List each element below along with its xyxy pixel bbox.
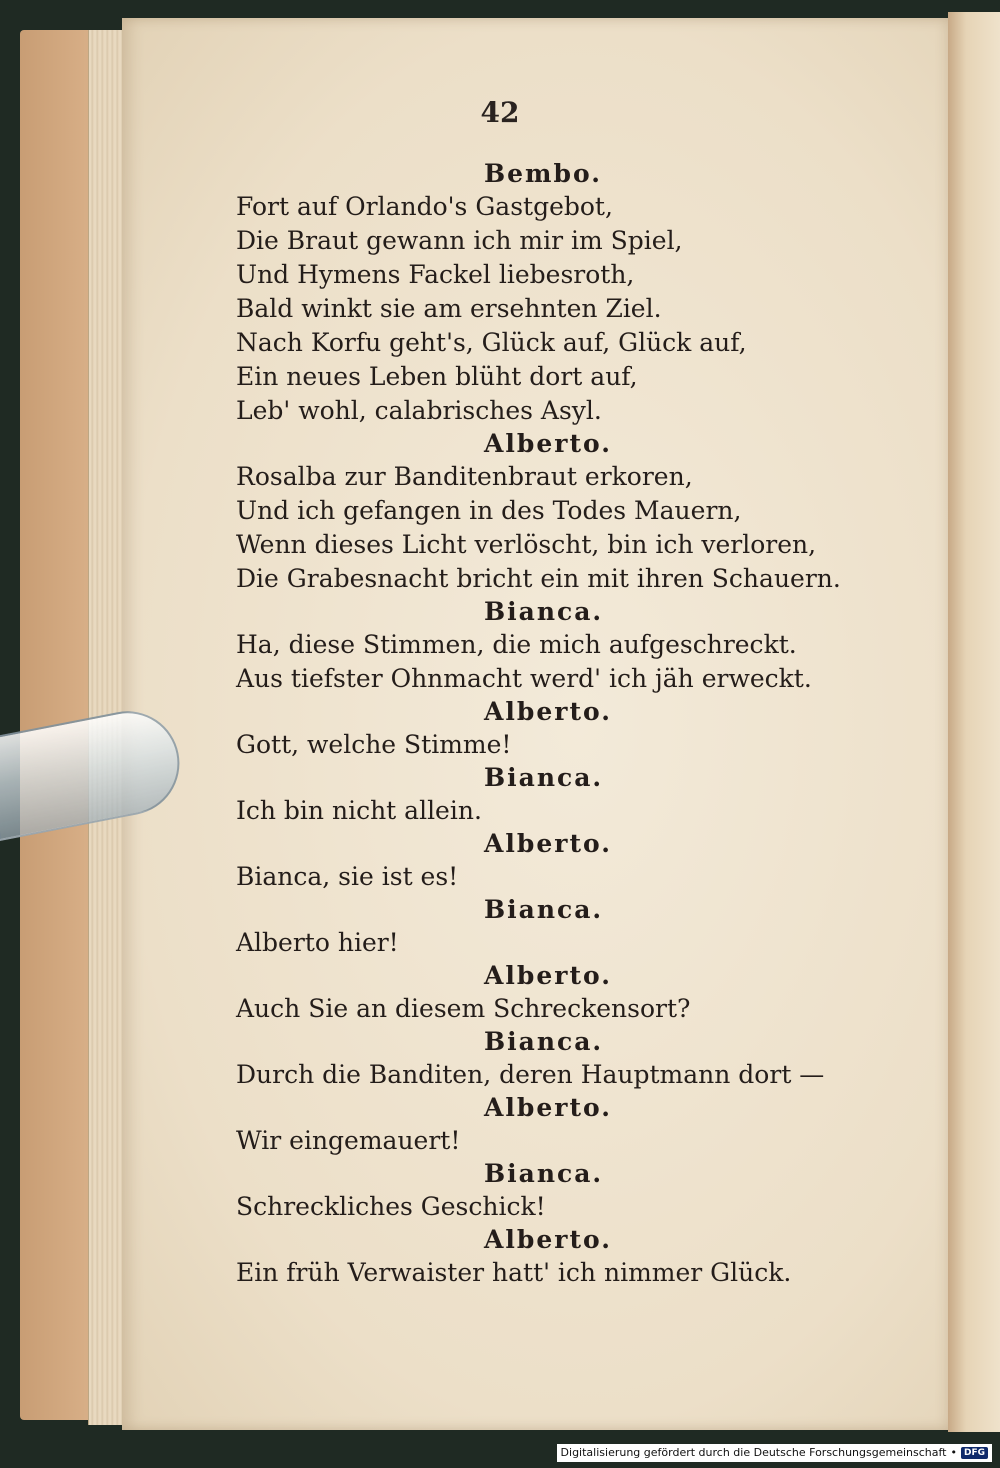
book-gutter — [948, 12, 1000, 1432]
verse-line: Ein neues Leben blüht dort auf, — [236, 362, 638, 391]
verse-line: Wir eingemauert! — [236, 1126, 461, 1155]
speaker-name: Alberto. — [484, 829, 612, 858]
footer-credit: Digitalisierung gefördert durch die Deutsche Forschungsgemeinschaft — [560, 1446, 947, 1459]
libretto-text — [236, 160, 846, 1292]
speaker-name: Bembo. — [484, 159, 602, 188]
speaker-name: Alberto. — [484, 1225, 612, 1254]
verse-line: Ha, diese Stimmen, die mich aufgeschreckt. — [236, 630, 797, 659]
verse-line: Schreckliches Geschick! — [236, 1192, 546, 1221]
speaker-name: Alberto. — [484, 961, 612, 990]
verse-line: Leb' wohl, calabrisches Asyl. — [236, 396, 602, 425]
speaker-name: Bianca. — [484, 1159, 604, 1188]
speaker-name: Alberto. — [484, 429, 612, 458]
speaker-name: Alberto. — [484, 697, 612, 726]
speaker-name: Alberto. — [484, 1093, 612, 1122]
speaker-name: Bianca. — [484, 597, 604, 626]
verse-line: Ich bin nicht allein. — [236, 796, 482, 825]
verse-line: Gott, welche Stimme! — [236, 730, 512, 759]
verse-line: Alberto hier! — [236, 928, 399, 957]
verse-line: Ein früh Verwaister hatt' ich nimmer Glück. — [236, 1258, 792, 1287]
verse-line: Und Hymens Fackel liebesroth, — [236, 260, 635, 289]
verse-line: Rosalba zur Banditenbraut erkoren, — [236, 462, 693, 491]
speaker-name: Bianca. — [484, 895, 604, 924]
verse-line: Bald winkt sie am ersehnten Ziel. — [236, 294, 662, 323]
verse-line: Die Grabesnacht bricht ein mit ihren Schauern. — [236, 564, 841, 593]
verse-line: Wenn dieses Licht verlöscht, bin ich verloren, — [236, 530, 817, 559]
speaker-name: Bianca. — [484, 1027, 604, 1056]
verse-line: Nach Korfu geht's, Glück auf, Glück auf, — [236, 328, 747, 357]
footer-separator: • — [950, 1446, 957, 1459]
verse-line: Auch Sie an diesem Schreckensort? — [236, 994, 691, 1023]
verse-line: Die Braut gewann ich mir im Spiel, — [236, 226, 683, 255]
verse-line: Aus tiefster Ohnmacht werd' ich jäh erweckt. — [236, 664, 812, 693]
verse-line: Bianca, sie ist es! — [236, 862, 459, 891]
verse-line: Durch die Banditen, deren Hauptmann dort — — [236, 1060, 825, 1089]
dfg-logo-icon: DFG — [961, 1447, 988, 1459]
page-number: 42 — [480, 96, 520, 129]
verse-line: Fort auf Orlando's Gastgebot, — [236, 192, 613, 221]
digitization-footer — [557, 1444, 992, 1462]
speaker-name: Bianca. — [484, 763, 604, 792]
verse-line: Und ich gefangen in des Todes Mauern, — [236, 496, 742, 525]
